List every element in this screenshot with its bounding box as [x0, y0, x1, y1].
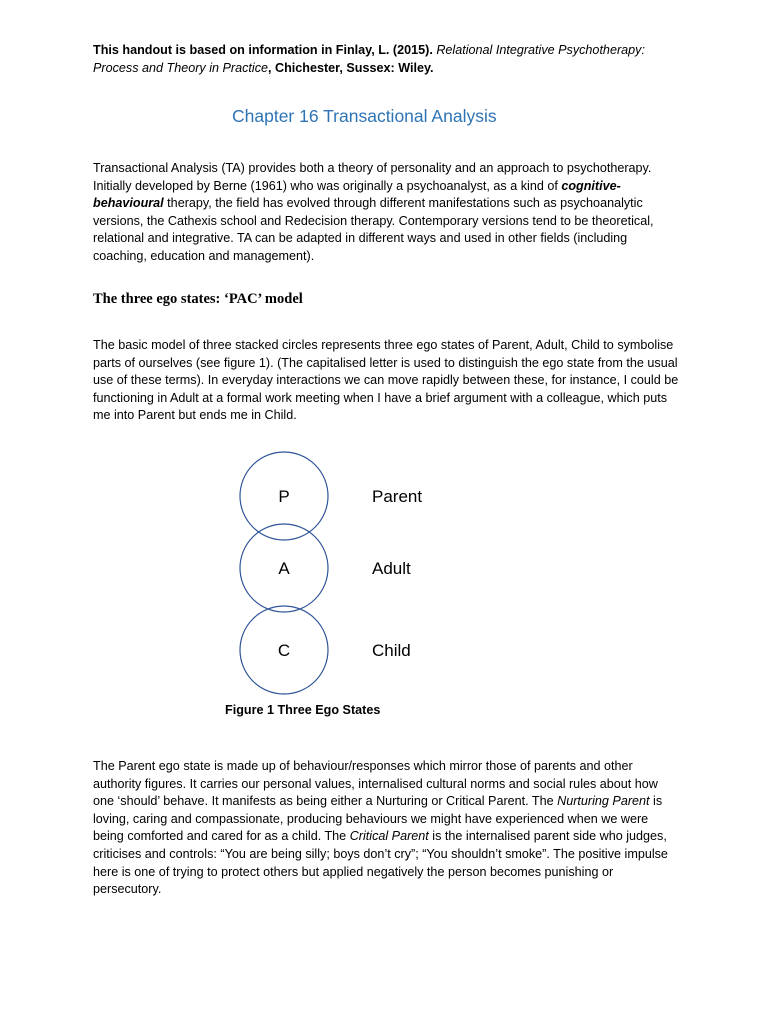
section-heading: The three ego states: ‘PAC’ model: [93, 291, 303, 307]
intro-paragraph: [93, 160, 681, 266]
ego-label-child: Child: [372, 641, 411, 660]
parent-text-1: The Parent ego state is made up of behaviour/responses which mirror those of parents and other authority figures. It carries our personal values, internalised cultural norms and social rules about how one ‘should’ behave. It manifests as being either a Nurturing or Critical Parent. The: [93, 759, 658, 809]
citation-tail: , Chichester, Sussex: Wiley.: [268, 60, 434, 75]
intro-text-1: Transactional Analysis (TA) provides both a theory of personality and an approach to psychotherapy. Initially developed by Berne (1961) who was originally a psychoanalyst, as a kind of: [93, 161, 652, 193]
ego-label-adult: Adult: [372, 559, 411, 578]
ego-states-svg: [230, 446, 450, 708]
citation-lead: This handout is based on information in Finlay, L. (2015).: [93, 43, 437, 57]
parent-text-2: is loving, caring and compassionate, producing behaviours we might have experienced when we were being comforted and cared for as a child. The: [93, 794, 663, 844]
intro-emphasis: cognitive-behavioural: [93, 178, 621, 211]
parent-ego-state-paragraph: [93, 758, 681, 899]
citation-book-title: Relational Integrative Psychotherapy: Process and Theory in Practice: [93, 43, 645, 75]
intro-text-2: therapy, the field has evolved through different manifestations such as psychoanalytic versions, the Cathexis school and Redecision therapy. Contemporary versions tend to be theoretical, relational and integrative. TA can be adapted in different ways and used in other fields (including coaching, education and management).: [93, 196, 654, 263]
source-citation: [93, 42, 681, 77]
ego-letter-parent: P: [278, 487, 290, 506]
figure-caption: Figure 1 Three Ego States: [225, 703, 381, 717]
ego-letter-adult: A: [278, 559, 290, 578]
ego-label-parent: Parent: [372, 487, 423, 506]
pac-model-paragraph: The basic model of three stacked circles represents three ego states of Parent, Adult, Child to symbolise parts of ourselves (see figure 1). (The capitalised letter is used to distinguish the ego state from the usual use of these terms). In everyday interactions we can move rapidly between these, for instance, I could be functioning in Adult at a formal work meeting when I have a brief argument with a colleague, which puts me into Parent but ends me in Child.: [93, 338, 679, 423]
critical-parent-term: Critical Parent: [349, 829, 429, 844]
nurturing-parent-term: Nurturing Parent: [557, 794, 650, 809]
parent-text-3: is the internalised parent side who judges, criticises and controls: “You are being silly; boys don’t cry”; “You shouldn’t smoke”. The positive impulse here is one of trying to protect others but applied negatively the person becomes punishing or persecutory.: [93, 829, 668, 897]
chapter-title: Chapter 16 Transactional Analysis: [232, 106, 497, 126]
ego-states-diagram: [230, 446, 450, 708]
ego-letter-child: C: [277, 641, 291, 660]
